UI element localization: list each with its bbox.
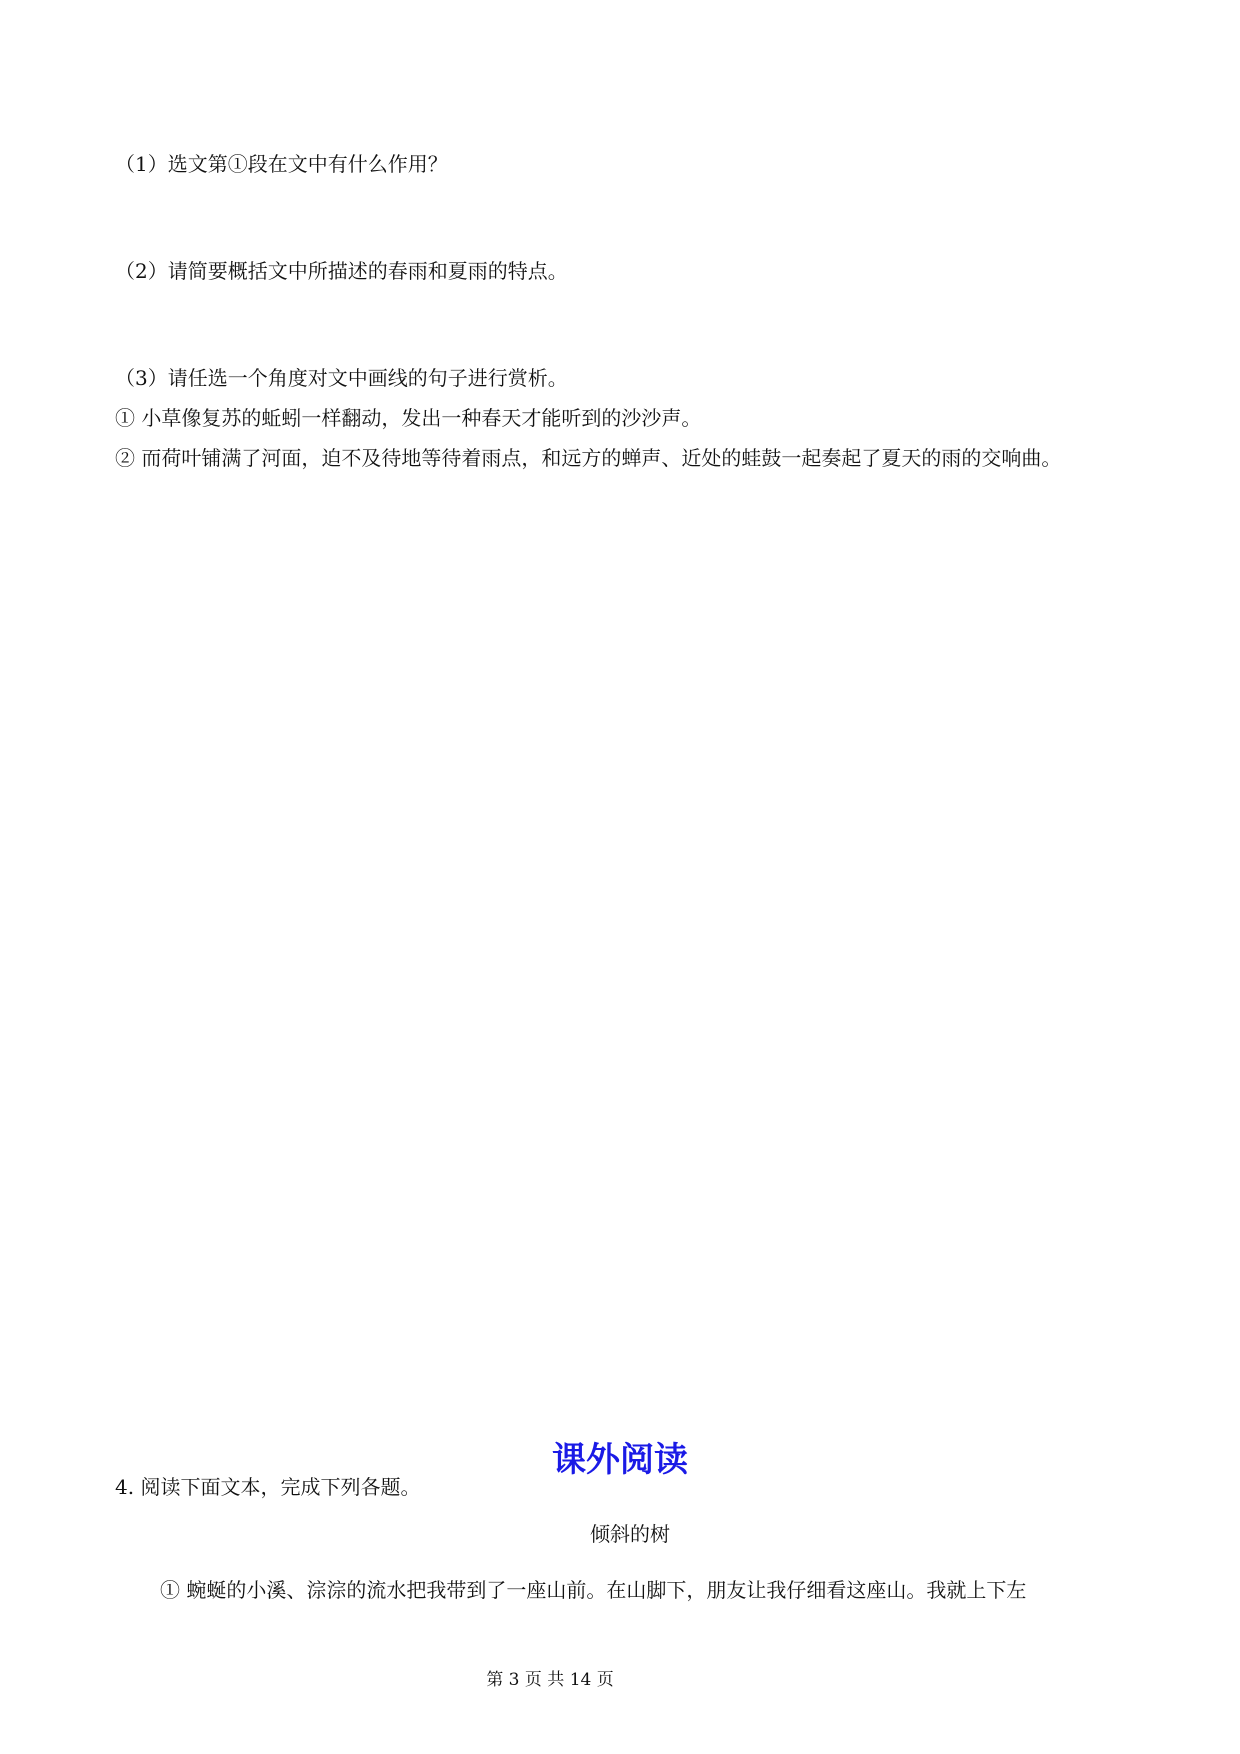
question-1: （1）选文第①段在文中有什么作用？: [115, 152, 448, 176]
article-paragraph-1: ① 蜿蜒的小溪、淙淙的流水把我带到了一座山前。在山脚下，朋友让我仔细看这座山。我就上下左: [160, 1578, 1027, 1602]
page-footer: 第 3 页 共 14 页: [486, 1670, 614, 1690]
question-3-sentence-1: ① 小草像复苏的蚯蚓一样翻动，发出一种春天才能听到的沙沙声。: [115, 406, 702, 430]
section-title: 课外阅读: [552, 1440, 688, 1480]
question-3-sentence-2: ② 而荷叶铺满了河面，迫不及待地等待着雨点，和远方的蝉声、近处的蛙鼓一起奏起了夏天的雨的交响曲。: [115, 446, 1062, 470]
article-title: 倾斜的树: [590, 1522, 670, 1546]
question-3: （3）请任选一个角度对文中画线的句子进行赏析。: [115, 366, 568, 390]
question-4-prompt: 4. 阅读下面文本，完成下列各题。: [115, 1475, 421, 1499]
question-2: （2）请简要概括文中所描述的春雨和夏雨的特点。: [115, 259, 568, 283]
